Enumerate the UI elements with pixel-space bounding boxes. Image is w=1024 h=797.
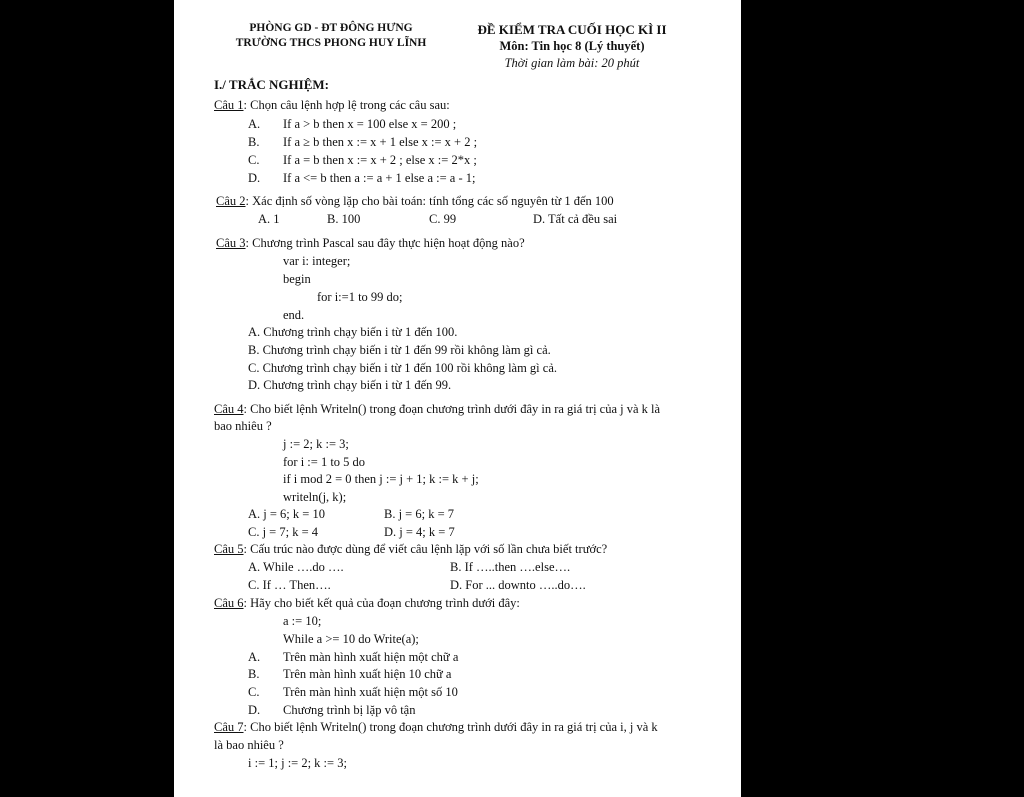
q1-option-c-letter: C. bbox=[248, 153, 260, 167]
question-3-label: Câu 3 bbox=[216, 236, 246, 250]
q1-option-a-letter: A. bbox=[248, 117, 261, 131]
q1-option-a: If a > b then x = 100 else x = 200 ; bbox=[283, 117, 457, 131]
q4-code-line-4: writeln(j, k); bbox=[283, 490, 347, 504]
q2-option-a: A. 1 bbox=[258, 212, 280, 226]
q4-option-b: B. j = 6; k = 7 bbox=[384, 507, 455, 521]
q6-option-c: Trên màn hình xuất hiện một số 10 bbox=[283, 685, 458, 699]
q3-code-line-4: end. bbox=[283, 308, 305, 322]
question-7-text: : Cho biết lệnh Writeln() trong đoạn chương trình dưới đây in ra giá trị của i, j và k bbox=[243, 720, 658, 734]
q3-option-d: D. Chương trình chạy biến i từ 1 đến 99. bbox=[248, 378, 452, 392]
q5-option-a: A. While ….do …. bbox=[248, 560, 344, 574]
question-7 bbox=[214, 720, 658, 734]
q6-option-a: Trên màn hình xuất hiện một chữ a bbox=[283, 650, 459, 664]
q6-option-c-letter: C. bbox=[248, 685, 260, 699]
q3-code-line-3: for i:=1 to 99 do; bbox=[317, 290, 403, 304]
exam-title: ĐỀ KIỂM TRA CUỐI HỌC KÌ II bbox=[477, 22, 667, 37]
q6-option-a-letter: A. bbox=[248, 650, 261, 664]
question-6-text: : Hãy cho biết kết quả của đoạn chương trình dưới đây: bbox=[243, 596, 520, 610]
exam-subject: Môn: Tin học 8 (Lý thuyết) bbox=[499, 39, 645, 53]
question-7-label: Câu 7 bbox=[214, 720, 244, 734]
q3-code-line-2: begin bbox=[283, 272, 311, 286]
question-1-text: : Chọn câu lệnh hợp lệ trong các câu sau: bbox=[243, 98, 450, 112]
q7-code-line-1: i := 1; j := 2; k := 3; bbox=[248, 756, 347, 770]
section-title: I./ TRẮC NGHIỆM: bbox=[214, 77, 329, 92]
exam-duration: Thời gian làm bài: 20 phút bbox=[504, 56, 640, 70]
q4-option-c: C. j = 7; k = 4 bbox=[248, 525, 319, 539]
question-5 bbox=[214, 542, 607, 556]
q1-option-b-letter: B. bbox=[248, 135, 260, 149]
q6-option-b: Trên màn hình xuất hiện 10 chữ a bbox=[283, 667, 452, 681]
q3-option-c: C. Chương trình chạy biến i từ 1 đến 100 rồi không làm gì cả. bbox=[248, 361, 558, 375]
q4-option-d: D. j = 4; k = 7 bbox=[384, 525, 455, 539]
q2-option-d: D. Tất cả đều sai bbox=[533, 212, 618, 226]
q6-option-b-letter: B. bbox=[248, 667, 260, 681]
q1-option-d: If a <= b then a := a + 1 else a := a - 1; bbox=[283, 171, 476, 185]
q2-option-c: C. 99 bbox=[429, 212, 457, 226]
q4-code-line-2: for i := 1 to 5 do bbox=[283, 455, 366, 469]
question-3 bbox=[216, 236, 525, 250]
question-4-text: : Cho biết lệnh Writeln() trong đoạn chương trình dưới đây in ra giá trị của j và k là bbox=[243, 402, 661, 416]
question-2 bbox=[216, 194, 614, 208]
q1-option-d-letter: D. bbox=[248, 171, 261, 185]
school-name: TRƯỜNG THCS PHONG HUY LĨNH bbox=[235, 37, 427, 49]
question-5-text: : Cấu trúc nào được dùng để viết câu lệnh lặp với số lần chưa biết trước? bbox=[243, 542, 608, 556]
question-1 bbox=[214, 98, 450, 112]
q6-code-line-1: a := 10; bbox=[283, 614, 322, 628]
q3-option-a: A. Chương trình chạy biến i từ 1 đến 100. bbox=[248, 325, 458, 339]
question-6 bbox=[214, 596, 520, 610]
question-4 bbox=[214, 402, 660, 416]
question-2-text: : Xác định số vòng lặp cho bài toán: tính tổng các số nguyên từ 1 đến 100 bbox=[245, 194, 614, 208]
q4-code-line-1: j := 2; k := 3; bbox=[283, 437, 349, 451]
question-6-label: Câu 6 bbox=[214, 596, 244, 610]
exam-page bbox=[174, 0, 741, 797]
q3-option-b: B. Chương trình chạy biến i từ 1 đến 99 rồi không làm gì cả. bbox=[248, 343, 551, 357]
q6-option-d: Chương trình bị lặp vô tận bbox=[283, 703, 416, 717]
q5-option-c: C. If … Then…. bbox=[248, 578, 331, 592]
question-3-text: : Chương trình Pascal sau đây thực hiện hoạt động nào? bbox=[245, 236, 525, 250]
q3-code-line-1: var i: integer; bbox=[283, 254, 351, 268]
office-name: PHÒNG GD - ĐT ĐÔNG HƯNG bbox=[249, 22, 413, 34]
q6-code-line-2: While a >= 10 do Write(a); bbox=[283, 632, 419, 646]
question-5-label: Câu 5 bbox=[214, 542, 244, 556]
question-4-text-cont: bao nhiêu ? bbox=[214, 419, 272, 433]
question-4-label: Câu 4 bbox=[214, 402, 244, 416]
q2-option-b: B. 100 bbox=[327, 212, 361, 226]
q4-code-line-3: if i mod 2 = 0 then j := j + 1; k := k + j; bbox=[283, 472, 479, 486]
q5-option-b: B. If …..then ….else…. bbox=[450, 560, 571, 574]
q1-option-c: If a = b then x := x + 2 ; else x := 2*x ; bbox=[283, 153, 477, 167]
q1-option-b: If a ≥ b then x := x + 1 else x := x + 2 ; bbox=[283, 135, 478, 149]
q5-option-d: D. For ... downto …..do…. bbox=[450, 578, 586, 592]
question-7-text-cont: là bao nhiêu ? bbox=[214, 738, 284, 752]
q6-option-d-letter: D. bbox=[248, 703, 261, 717]
question-1-label: Câu 1 bbox=[214, 98, 244, 112]
q4-option-a: A. j = 6; k = 10 bbox=[248, 507, 325, 521]
question-2-label: Câu 2 bbox=[216, 194, 246, 208]
